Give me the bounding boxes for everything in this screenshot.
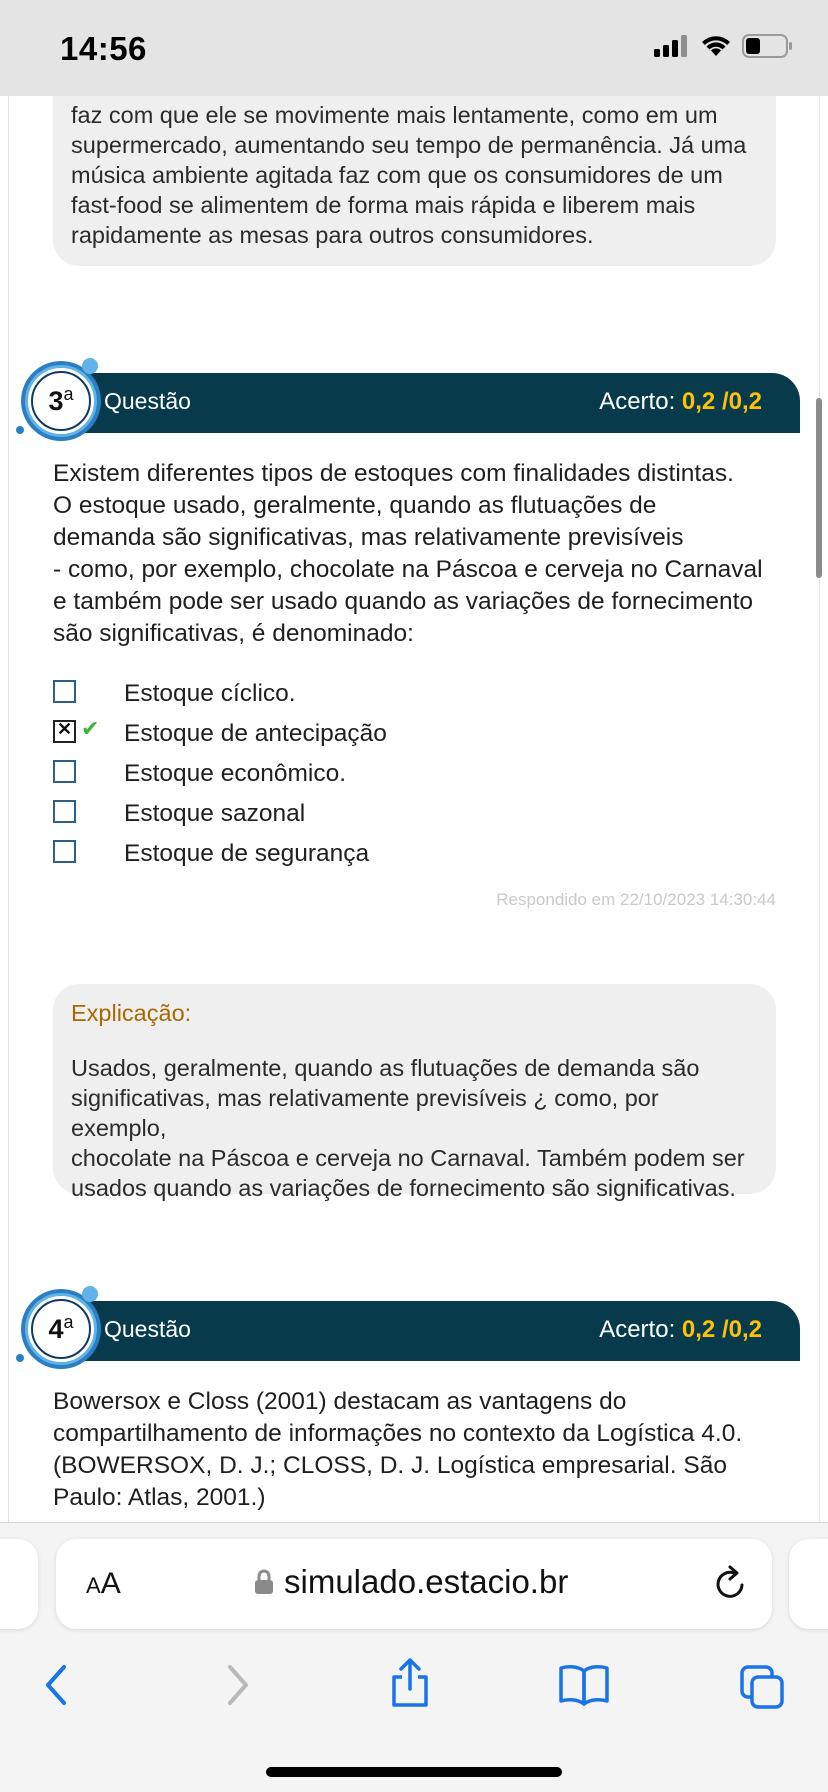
option-label: Estoque econômico. — [124, 760, 346, 787]
text-line: são significativas, é denominado: — [53, 620, 414, 647]
browser-toolbar — [0, 1663, 828, 1743]
previous-explanation-card — [53, 96, 776, 266]
option-checkbox[interactable] — [53, 800, 76, 823]
text-line: rapidamente as mesas para outros consumidores. — [71, 222, 594, 248]
previous-tab-pill[interactable] — [0, 1539, 38, 1629]
back-icon[interactable] — [42, 1663, 72, 1707]
option-estoque-economico[interactable] — [53, 754, 773, 794]
option-label: Estoque de segurança — [124, 840, 370, 867]
question-number: 4$^a$ — [48, 1312, 74, 1344]
home-indicator[interactable] — [266, 1767, 562, 1777]
text-line: compartilhamento de informações no contexto da Logística 4.0. — [53, 1420, 743, 1447]
question-4-text — [53, 1386, 783, 1514]
explanation-text — [71, 1053, 758, 1203]
badge-dot — [16, 1354, 24, 1362]
tabs-icon[interactable] — [738, 1663, 786, 1709]
text-line: demanda são significativas, mas relativamente previsíveis — [53, 524, 684, 551]
text-line: faz com que ele se movimente mais lentamente, como em um — [71, 102, 718, 128]
previous-explanation-text — [71, 100, 758, 250]
option-label: Estoque cíclico. — [124, 680, 296, 707]
score-separator: / — [721, 1316, 729, 1343]
option-estoque-de-antecipacao[interactable] — [53, 714, 773, 754]
text-line: - como, por exemplo, chocolate na Páscoa e cerveja no Carnaval — [53, 556, 763, 583]
correct-check-icon: ✔ — [81, 716, 100, 741]
text-line: fast-food se alimentem de forma mais rápida e liberem mais — [71, 192, 696, 218]
question-3-number-badge — [16, 356, 106, 446]
score-value: 0,2 — [681, 388, 716, 415]
address-bar[interactable] — [56, 1539, 772, 1629]
text-line: usados quando as variações de fornecimento são significativas. — [71, 1175, 736, 1201]
status-icons — [654, 34, 794, 58]
share-icon[interactable] — [388, 1657, 432, 1709]
option-label: Estoque sazonal — [124, 800, 306, 827]
text-line: Existem diferentes tipos de estoques com finalidades distintas. — [53, 460, 734, 487]
signal-icon — [654, 35, 690, 57]
answered-timestamp: Respondido em 22/10/2023 14:30:44 — [496, 890, 776, 909]
score-value: 0,2 — [681, 1316, 716, 1343]
score-label: Acerto: — [599, 1316, 676, 1343]
score-max: 0,2 — [728, 1316, 762, 1343]
score-display — [599, 388, 762, 416]
question-3-header — [84, 373, 800, 433]
score-label: Acerto: — [599, 388, 676, 415]
question-3-text — [53, 458, 783, 650]
option-checkbox[interactable] — [53, 840, 76, 863]
bookmarks-icon[interactable] — [558, 1663, 610, 1707]
browser-bottom-bar — [0, 1522, 828, 1792]
option-checkbox-checked[interactable] — [53, 720, 76, 743]
badge-dot — [82, 1286, 98, 1302]
score-max: 0,2 — [728, 388, 762, 415]
battery-icon — [742, 34, 794, 58]
text-line: Usados, geralmente, quando as flutuações de demanda são — [71, 1055, 700, 1081]
answer-options — [53, 674, 773, 874]
url-text: simulado.estacio.br — [284, 1563, 569, 1600]
text-line: chocolate na Páscoa e cerveja no Carnaval. Também podem ser — [71, 1145, 745, 1171]
text-line: significativas, mas relativamente previsíveis ¿ como, por exemplo, — [71, 1085, 659, 1141]
option-checkbox[interactable] — [53, 760, 76, 783]
web-page[interactable] — [0, 96, 828, 1522]
question-label: Questão — [104, 1316, 191, 1342]
status-bar — [0, 0, 828, 96]
reload-icon[interactable] — [712, 1563, 750, 1603]
option-checkbox[interactable] — [53, 680, 76, 703]
badge-dot — [82, 358, 98, 374]
question-4-number-badge — [16, 1284, 106, 1374]
score-display — [599, 1316, 762, 1344]
score-separator: / — [721, 388, 729, 415]
option-estoque-de-seguranca[interactable] — [53, 834, 773, 874]
url-display[interactable] — [254, 1563, 568, 1601]
lock-icon — [254, 1569, 274, 1595]
forward-icon[interactable] — [222, 1663, 252, 1707]
option-label: Estoque de antecipação — [124, 720, 387, 747]
badge-dot — [16, 426, 24, 434]
next-tab-pill[interactable] — [789, 1539, 828, 1629]
text-line: supermercado, aumentando seu tempo de permanência. Já uma — [71, 132, 747, 158]
text-line: e também pode ser usado quando as variações de fornecimento — [53, 588, 754, 615]
text-line: (BOWERSOX, D. J.; CLOSS, D. J. Logística empresarial. São — [53, 1452, 727, 1479]
clock: 14:56 — [60, 30, 147, 67]
question-label: Questão — [104, 388, 191, 414]
explanation-title: Explicação: — [71, 1000, 192, 1026]
text-line: Paulo: Atlas, 2001.) — [53, 1484, 266, 1511]
question-number: 3$^a$ — [48, 384, 74, 416]
text-line: música ambiente agitada faz com que os consumidores de um — [71, 162, 723, 188]
text-line: Bowersox e Closs (2001) destacam as vantagens do — [53, 1388, 627, 1415]
option-estoque-sazonal[interactable] — [53, 794, 773, 834]
scrollbar-thumb[interactable] — [816, 398, 822, 578]
wifi-icon — [700, 34, 732, 58]
text-line: O estoque usado, geralmente, quando as flutuações de — [53, 492, 657, 519]
explanation-card — [53, 984, 776, 1201]
text-size-button[interactable]: AA — [86, 1567, 121, 1600]
option-estoque-ciclico[interactable] — [53, 674, 773, 714]
question-4-header — [84, 1301, 800, 1361]
